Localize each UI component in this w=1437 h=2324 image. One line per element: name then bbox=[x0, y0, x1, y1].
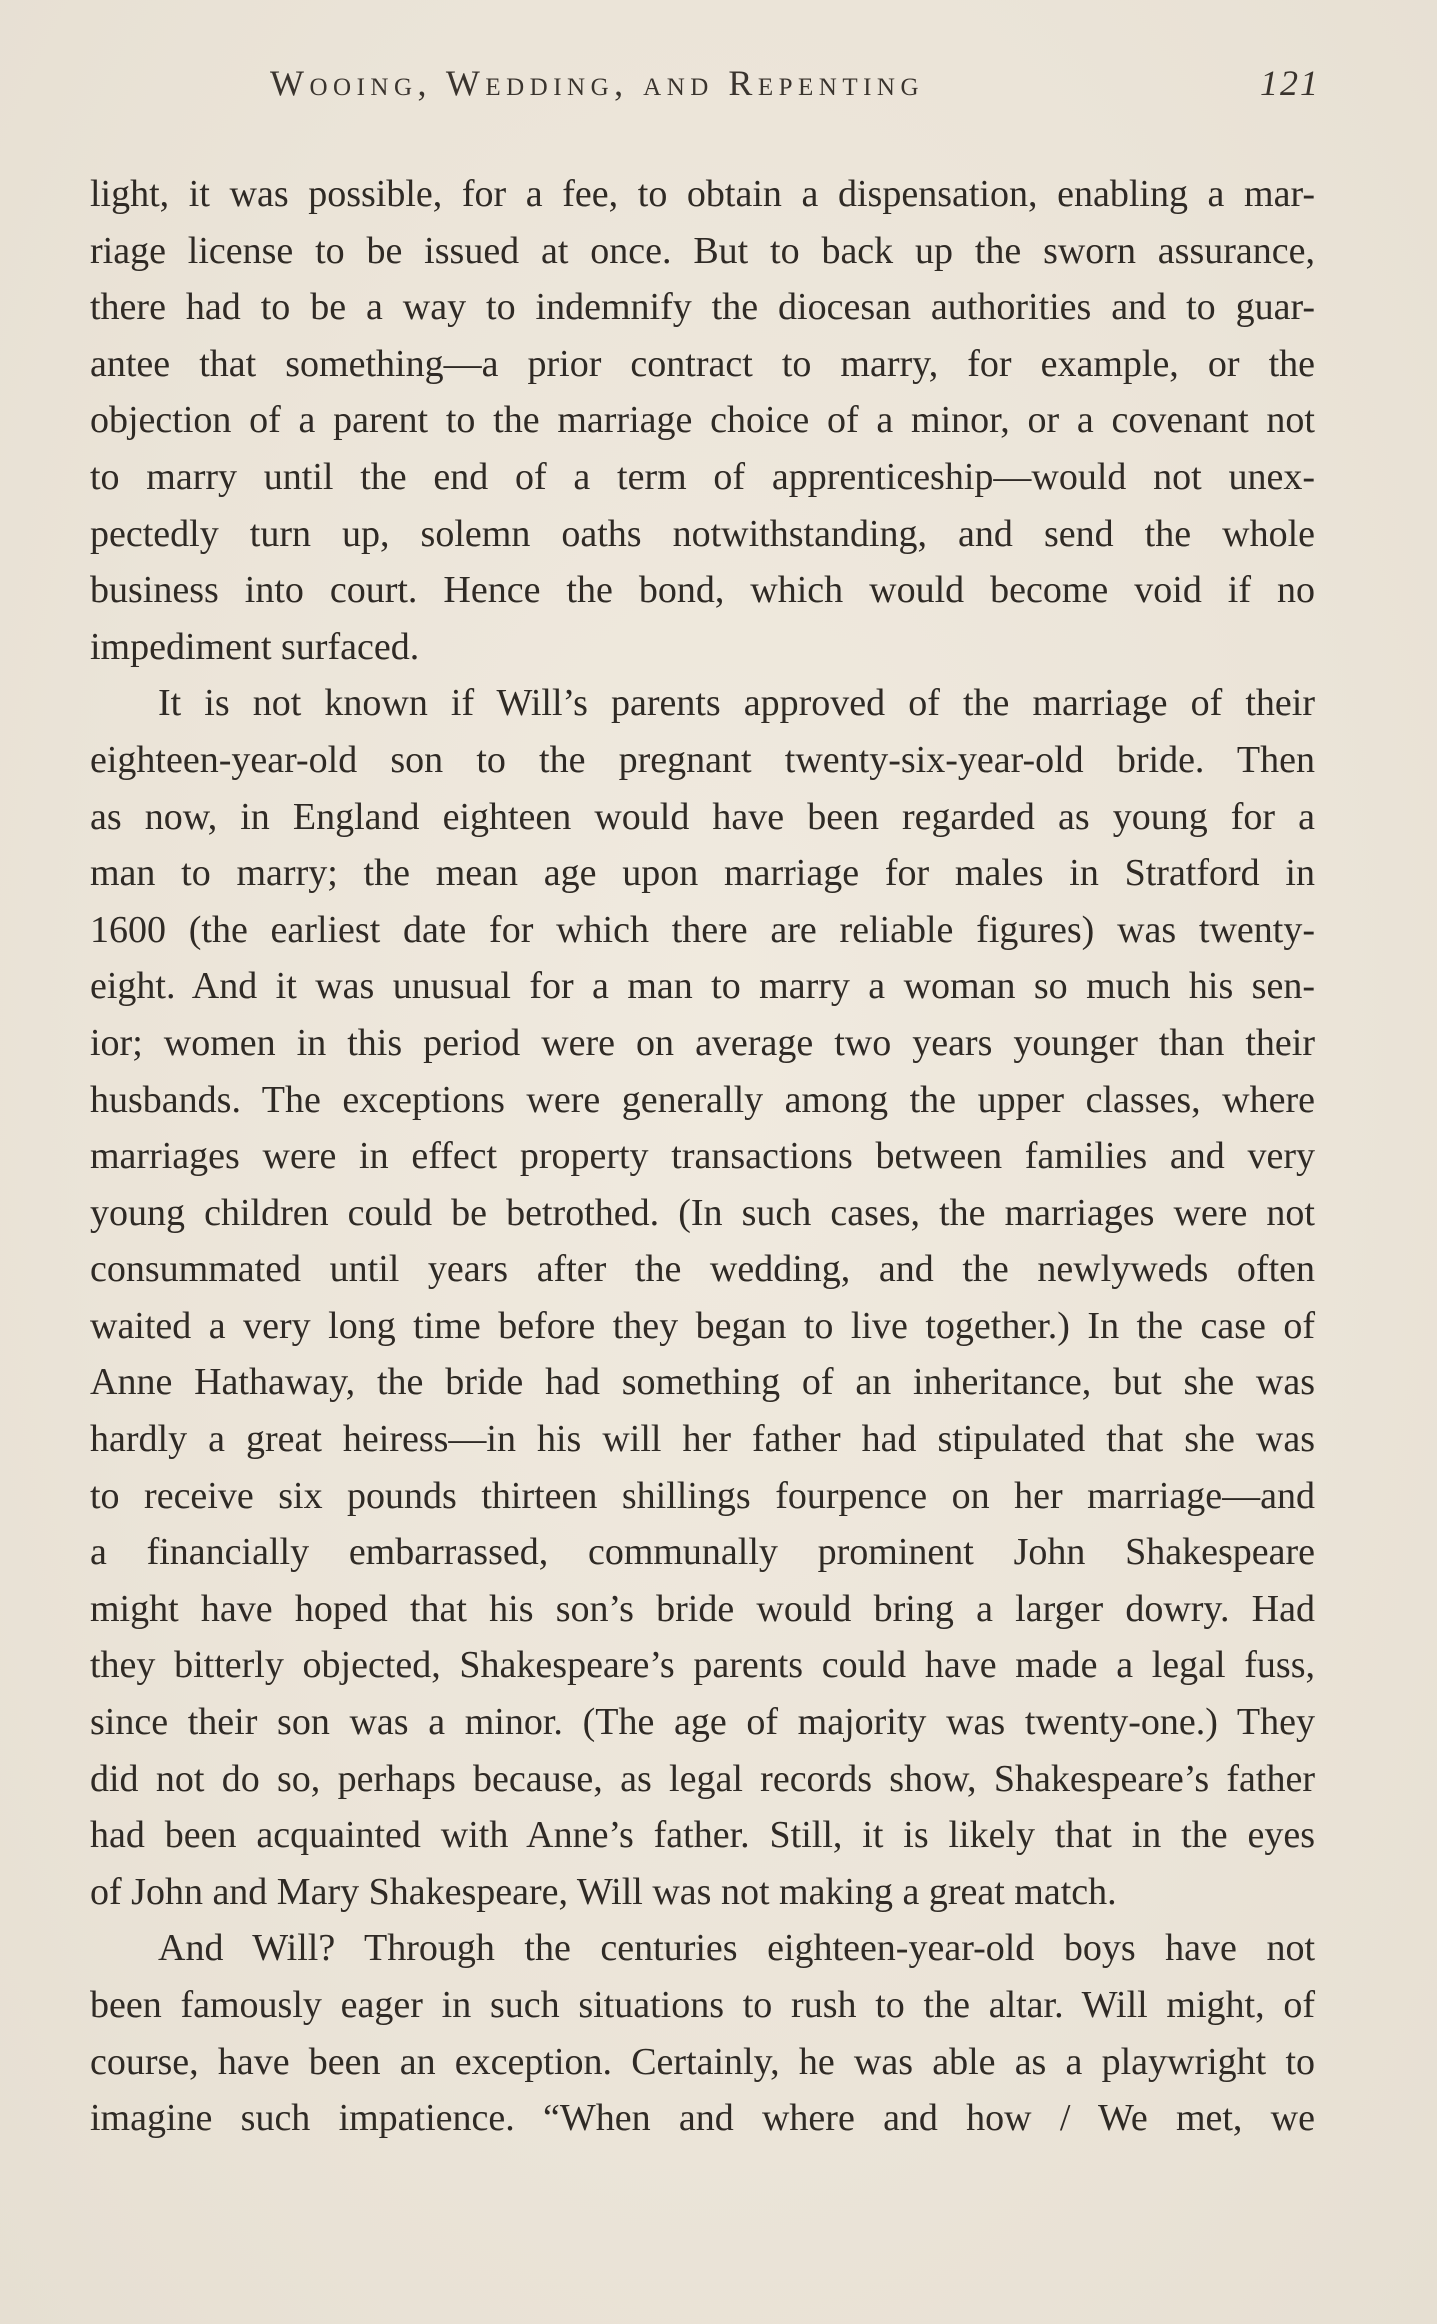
text-line: objection of a parent to the marriage choice of a minor, or a covenant not bbox=[90, 399, 1315, 442]
text-line: eighteen-year-old son to the pregnant twenty-six-year-old bride. Then bbox=[90, 738, 1315, 781]
text-line: marriages were in effect property transactions between families and very bbox=[90, 1135, 1315, 1178]
text-line: impediment surfaced. bbox=[90, 625, 420, 668]
page-number: 121 bbox=[1260, 63, 1320, 103]
text-line: imagine such impatience. “When and where and how / We met, we bbox=[90, 2097, 1315, 2140]
text-line: to receive six pounds thirteen shillings fourpence on her marriage—and bbox=[90, 1474, 1315, 1517]
text-line: 1600 (the earliest date for which there are reliable figures) was twenty- bbox=[90, 908, 1315, 951]
text-line: there had to be a way to indemnify the diocesan authorities and to guar- bbox=[90, 286, 1315, 329]
text-line: light, it was possible, for a fee, to obtain a dispensation, enabling a mar- bbox=[90, 173, 1315, 215]
paragraph bbox=[90, 166, 1315, 675]
text-line: business into court. Hence the bond, which would become void if no bbox=[90, 569, 1315, 612]
text-line: It is not known if Will’s parents approved of the marriage of their bbox=[158, 682, 1315, 725]
text-line: as now, in England eighteen would have been regarded as young for a bbox=[90, 795, 1315, 838]
text-line: eight. And it was unusual for a man to marry a woman so much his sen- bbox=[90, 965, 1315, 1008]
text-line: hardly a great heiress—in his will her father had stipulated that she was bbox=[90, 1418, 1315, 1461]
text-line: course, have been an exception. Certainly, he was able as a playwright to bbox=[90, 2040, 1315, 2083]
text-line: consummated until years after the wedding, and the newlyweds often bbox=[90, 1248, 1315, 1291]
text-line: Anne Hathaway, the bride had something of an inheritance, but she was bbox=[90, 1361, 1315, 1404]
text-line: of John and Mary Shakespeare, Will was not making a great match. bbox=[90, 1870, 1117, 1913]
text-line: young children could be betrothed. (In such cases, the marriages were not bbox=[90, 1191, 1315, 1234]
text-line: a financially embarrassed, communally prominent John Shakespeare bbox=[90, 1531, 1315, 1574]
text-line: waited a very long time before they began to live together.) In the case of bbox=[90, 1304, 1315, 1347]
paragraph bbox=[90, 1920, 1315, 2146]
paragraph bbox=[90, 675, 1315, 1920]
text-line: riage license to be issued at once. But to back up the sworn assurance, bbox=[90, 229, 1315, 272]
text-line: had been acquainted with Anne’s father. Still, it is likely that in the eyes bbox=[90, 1814, 1315, 1857]
running-title: Wooing, Wedding, and Repenting bbox=[270, 63, 925, 103]
text-line: man to marry; the mean age upon marriage for males in Stratford in bbox=[90, 852, 1315, 895]
running-head bbox=[270, 62, 1320, 112]
body-text bbox=[90, 166, 1315, 2147]
text-line: been famously eager in such situations to rush to the altar. Will might, of bbox=[90, 1984, 1315, 2026]
text-line: pectedly turn up, solemn oaths notwithstanding, and send the whole bbox=[90, 512, 1315, 555]
text-line: did not do so, perhaps because, as legal records show, Shakespeare’s father bbox=[90, 1757, 1315, 1800]
text-line: antee that something—a prior contract to marry, for example, or the bbox=[90, 342, 1315, 385]
text-line: to marry until the end of a term of apprenticeship—would not unex- bbox=[90, 455, 1315, 498]
text-line: husbands. The exceptions were generally among the upper classes, where bbox=[90, 1078, 1315, 1121]
text-line: they bitterly objected, Shakespeare’s parents could have made a legal fuss, bbox=[90, 1644, 1315, 1687]
text-line: And Will? Through the centuries eighteen-year-old boys have not bbox=[158, 1927, 1315, 1970]
text-line: ior; women in this period were on average two years younger than their bbox=[90, 1021, 1315, 1064]
text-line: might have hoped that his son’s bride would bring a larger dowry. Had bbox=[90, 1587, 1315, 1630]
text-line: since their son was a minor. (The age of majority was twenty-one.) They bbox=[90, 1701, 1315, 1744]
